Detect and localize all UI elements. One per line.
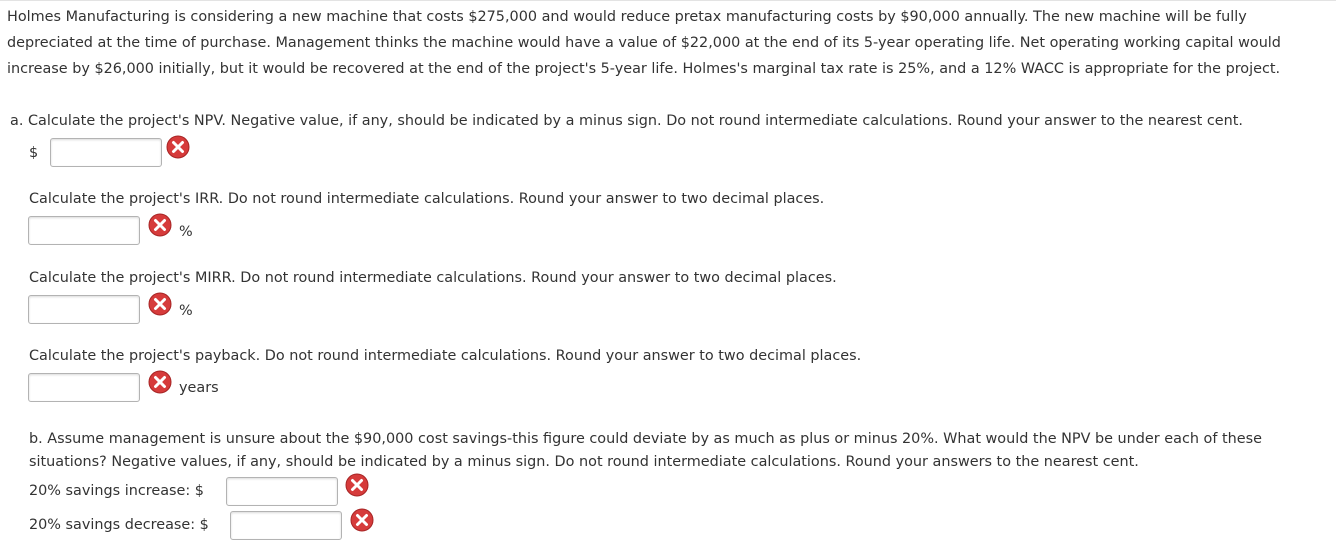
incorrect-x-circle-icon bbox=[148, 370, 172, 394]
part-b-prompt: b. Assume management is unsure about the $90,000 cost savings-this figure could deviate by as much as plus or minus 20%. What would the NPV be under each of these situations? Negative values, if any, should be indicated by a minus sign. Do not round intermediate calculations. Round your answers to the nearest cent. bbox=[29, 431, 1262, 470]
npv-currency-prefix: $ bbox=[29, 145, 39, 161]
savings-increase-label: 20% savings increase: $ bbox=[29, 483, 204, 499]
payback-prompt: Calculate the project's payback. Do not round intermediate calculations. Round your answer to two decimal places. bbox=[29, 348, 862, 364]
incorrect-x-circle-icon bbox=[148, 292, 172, 316]
irr-input[interactable] bbox=[28, 216, 140, 245]
savings-increase-input[interactable] bbox=[226, 477, 338, 506]
payback-years-suffix: years bbox=[179, 380, 219, 396]
incorrect-x-circle-icon bbox=[166, 135, 190, 159]
savings-decrease-label: 20% savings decrease: $ bbox=[29, 517, 209, 533]
npv-input[interactable] bbox=[50, 138, 162, 167]
incorrect-x-circle-icon bbox=[148, 213, 172, 237]
problem-statement: Holmes Manufacturing is considering a new machine that costs $275,000 and would reduce pretax manufacturing costs by $90,000 annually. The new machine will be fully depreciated at the time of purchase. Management thinks the machine would have a value of $22,000 at the end of its 5-year operating life. Net operating working capital would increase by $26,000 initially, but it would be recovered at the end of the project's 5-year life. Holmes's marginal tax rate is 25%, and a 12% WACC is appropriate for the project. bbox=[7, 9, 1281, 77]
mirr-prompt: Calculate the project's MIRR. Do not round intermediate calculations. Round your answer to two decimal places. bbox=[29, 270, 837, 286]
savings-decrease-input[interactable] bbox=[230, 511, 342, 540]
npv-prompt: a. Calculate the project's NPV. Negative value, if any, should be indicated by a minus sign. Do not round intermediate calculations. Round your answer to the nearest cent. bbox=[10, 113, 1243, 129]
payback-input[interactable] bbox=[28, 373, 140, 402]
irr-prompt: Calculate the project's IRR. Do not round intermediate calculations. Round your answer to two decimal places. bbox=[29, 191, 825, 207]
irr-percent-suffix: % bbox=[179, 224, 193, 240]
incorrect-x-circle-icon bbox=[350, 508, 374, 532]
top-divider bbox=[0, 0, 1336, 1]
mirr-input[interactable] bbox=[28, 295, 140, 324]
incorrect-x-circle-icon bbox=[345, 473, 369, 497]
mirr-percent-suffix: % bbox=[179, 303, 193, 319]
